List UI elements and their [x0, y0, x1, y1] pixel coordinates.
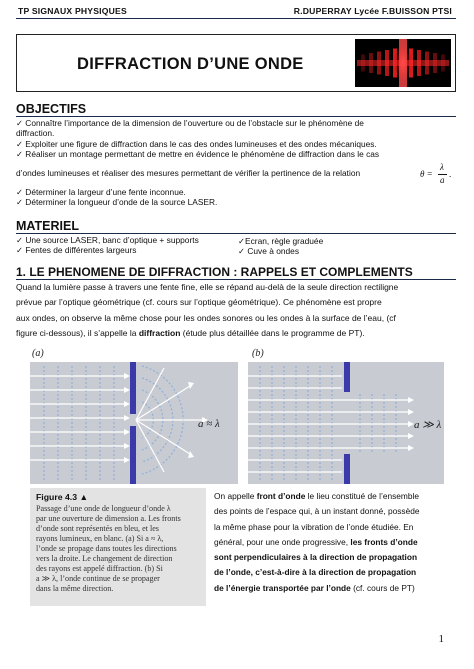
objectif-line: ✓ Connaître l’importance de la dimension de l’ouverture ou de l’obstacle sur le phénomène de: [16, 118, 364, 128]
materiel-item: ✓ Cuve à ondes: [238, 246, 300, 257]
bold-span: de l’énergie transportée par l’onde: [214, 582, 351, 593]
bold-span: de l’onde, c’est-à-dire à la direction de propagation: [214, 567, 417, 578]
front-d-onde-term: front d’onde: [256, 491, 306, 501]
paragraph-line: la même phase pour la vibration de l’onde étudiée. En: [214, 521, 414, 532]
objectifs-list: [16, 118, 456, 160]
figure-caption-heading: Figure 4.3 ▲: [36, 492, 89, 502]
materiel-item: ✓ Une source LASER, banc d’optique + supports: [16, 235, 199, 245]
figure-a-label: (a): [32, 348, 44, 359]
section1-heading: 1. LE PHENOMENE DE DIFFRACTION : RAPPELS ET COMPLEMENTS: [16, 265, 413, 279]
paragraph-line: [214, 489, 456, 504]
relation-text: d’ondes lumineuses et réaliser des mesures permettant de vérifier la pertinence de la relation: [16, 168, 361, 178]
text-span: figure ci-dessous), il s’appelle la: [16, 327, 139, 338]
title-box: [16, 34, 456, 92]
objectifs-rule: [16, 116, 456, 117]
header-rule: [16, 18, 456, 19]
text-span: On appelle: [214, 491, 257, 501]
figure-a-relation: a ≈ λ: [198, 418, 220, 430]
section1-paragraph: [16, 280, 456, 341]
header-left: TP SIGNAUX PHYSIQUES: [18, 6, 127, 16]
diffraction-pattern-image: [355, 39, 451, 87]
text-span: (étude plus détaillée dans le programme de PT).: [180, 327, 365, 338]
paragraph-line: des points de l’espace qui, à un instant donné, possède: [214, 506, 420, 517]
diffraction-pattern-graphic: [355, 39, 451, 87]
objectifs-heading: OBJECTIFS: [16, 102, 87, 116]
wavefront-paragraph: [214, 489, 456, 596]
text-span: (cf. cours de PT): [350, 582, 415, 593]
objectif-line: ✓ Réaliser un montage permettant de mettre en évidence le phénomène de diffraction dans le cas: [16, 149, 380, 160]
paragraph-line: [214, 535, 456, 550]
materiel-item: ✓Ecran, règle graduée: [238, 236, 324, 246]
materiel-rule: [16, 233, 456, 234]
bold-span: les fronts d’onde: [350, 536, 418, 547]
objectif-line: diffraction.: [16, 128, 55, 139]
bold-span: sont perpendiculaires à la direction de propagation: [214, 552, 418, 563]
figure-b-label: (b): [252, 348, 264, 359]
materiel-item: ✓ Fentes de différentes largeurs: [16, 245, 137, 256]
figure-a-panel: [30, 362, 238, 484]
paragraph-line: [16, 326, 456, 341]
text-span: général, pour une onde progressive,: [214, 536, 351, 547]
page-title: DIFFRACTION D’UNE ONDE: [77, 55, 304, 73]
formula-denominator: a: [440, 175, 445, 185]
objectif-line: ✓ Exploiter une figure de diffraction dans le cas des ondes lumineuses et des ondes mécaniques.: [16, 138, 377, 149]
formula-end: .: [449, 169, 452, 179]
materiel-left-list: [16, 235, 199, 256]
objectif-relation-line: [16, 168, 360, 178]
paragraph-line: Quand la lumière passe à travers une fente fine, elle se répand au-delà de la seule direction rectiligne: [16, 282, 399, 292]
text-span: le lieu constitué de l’ensemble: [305, 491, 419, 501]
diffraction-term: diffraction: [138, 327, 181, 338]
paragraph-line: aux ondes, on observe la même chose pour les ondes sonores ou les ondes à la surface de l’eau, (cf: [16, 312, 396, 323]
formula-lhs: θ =: [420, 169, 433, 179]
objectif-line: ✓ Déterminer la longueur d’onde de la source LASER.: [16, 197, 218, 208]
figure-caption-box: [30, 488, 206, 606]
figure-b-relation: a ≫ λ: [414, 419, 442, 431]
objectif-line: ✓ Déterminer la largeur d’une fente inconnue.: [16, 187, 186, 197]
figure-caption-text: Passage d’une onde de longueur d’onde λ par une ouverture de dimension a. Les fronts d’onde sont représentés en bleu, et les rayons lumineux, en blanc. (a) Si a ≈ λ, l’onde se propage dans toutes les directions vers la droite. Le changement de direction des rayons est appelé diffraction. (b) Si a ≫ λ, l’onde continue de se propager dans la même direction.: [36, 504, 181, 593]
figure-b-panel: [248, 362, 444, 484]
formula-numerator: λ: [440, 162, 444, 172]
header-right: R.DUPERRAY Lycée F.BUISSON PTSI: [293, 6, 452, 16]
paragraph-line: [214, 550, 456, 565]
materiel-heading: MATERIEL: [16, 219, 79, 233]
paragraph-line: [214, 581, 456, 596]
objectifs-list-2: [16, 187, 456, 208]
paragraph-line: [214, 565, 456, 580]
materiel-right-list: [238, 236, 323, 257]
paragraph-line: prévue par l’optique géométrique (cf. cours sur l’optique géométrique). Ce phénomène est propre: [16, 297, 382, 308]
page-number: 1: [438, 633, 444, 645]
